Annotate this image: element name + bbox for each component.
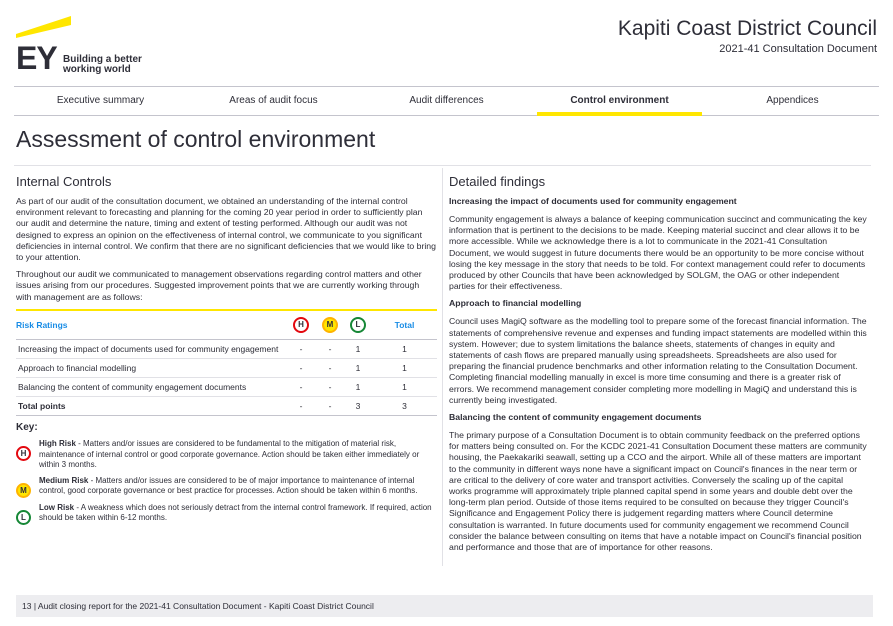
table-row: Increasing the impact of documents used for community engagement - - 1 1 <box>16 340 437 359</box>
detailed-findings-section <box>449 174 867 559</box>
finding-title: Balancing the content of community engagement documents <box>449 412 702 423</box>
detailed-findings-heading: Detailed findings <box>449 174 546 189</box>
high-risk-badge: H <box>293 317 309 333</box>
totals-row: Total points - - 3 3 <box>16 397 437 416</box>
client-header <box>618 16 877 56</box>
high-risk-icon: H <box>16 446 31 461</box>
document-name: 2021-41 Consultation Document <box>719 43 877 55</box>
key-item-low: L Low Risk - A weakness which does not seriously detract from the internal control framework. If required, action should be taken within 6-12 months. <box>16 503 437 525</box>
ey-tagline: Building a better working world <box>63 54 142 75</box>
total-header: Total <box>394 320 415 331</box>
finding-title: Increasing the impact of documents used for community engagement <box>449 196 737 206</box>
page-footer <box>16 595 873 617</box>
finding-body: Council uses MagiQ software as the modelling tool to prepare some of the forecast financial information. The statements of comprehensive revenue and expenses and funding impact statements are modelled within this system. However; due to system limitations the balance sheets, statements of changes in equity and statements of cash flows are prepared manually using spreadsheets. Spreadsheets are also used for preparing the financial prudence benchmarks and other information relating to the Consultation Document. Completing financial modelling manually in excel is more time consuming and there is a greater risk of errors. We recommend management consider completing more modelling in MagiQ and understand this is currently being investigated. <box>449 316 867 405</box>
section-nav <box>14 86 879 116</box>
ey-logo <box>16 14 146 76</box>
table-row: Approach to financial modelling - - 1 1 <box>16 359 437 378</box>
key-item-high: H High Risk - Matters and/or issues are considered to be fundamental to the mitigation of material risk, maintenance of internal control or good corporate governance. Action should be taken either immediately or within 3 months. <box>16 439 437 471</box>
internal-controls-section <box>16 174 437 530</box>
tab-control-environment[interactable]: Control environment <box>533 87 706 115</box>
risk-ratings-header: Risk Ratings <box>16 320 68 331</box>
client-name: Kapiti Coast District Council <box>617 17 877 40</box>
low-risk-icon: L <box>16 510 31 525</box>
internal-controls-para-2: Throughout our audit we communicated to management observations regarding control matters and other issues arising from our procedures. Suggested improvement points that we are currently working through with management are as follows: <box>16 269 422 302</box>
tab-audit-differences[interactable]: Audit differences <box>409 95 484 106</box>
finding-body: The primary purpose of a Consultation Document is to obtain community feedback on the preferred options for matters being consulted on. For the KCDC 2021-41 Consultation Document these matters are community housing, the Paekakariki seawall, setting up a CCO and the airport. While all of these matters are important to the community in different ways none have a significant impact on Council's finances in the near term or are critical to the delivery of core water and transport activities. Conversely the scaling up of the capital works programme will approximately triple planned capital spend in some years and double debt over the long-term plan period. Outside of those items required to be consulted on because they trigger Council's Significance and Engagement Policy there is judgement regarding matters where Council determine consultation is warranted. In future documents used for community engagement we recommend Council consider the balance between consulting on items that have a notable impact on Council's financial position and performance and those that are of importance for other reasons. <box>449 430 867 553</box>
low-risk-badge: L <box>350 317 366 333</box>
column-divider <box>442 168 443 566</box>
medium-risk-badge: M <box>322 317 338 333</box>
ey-wordmark: EY <box>16 40 57 76</box>
medium-risk-icon: M <box>16 483 31 498</box>
internal-controls-heading: Internal Controls <box>16 174 112 189</box>
tab-executive-summary[interactable]: Executive summary <box>56 95 145 106</box>
table-row: Balancing the content of community engagement documents - - 1 1 <box>16 378 437 397</box>
finding-body: Community engagement is always a balance of keeping communication succinct and communicating the key information that is pertinent to the decisions to be made. Keeping material succinct and clear allows it to be more accessible. While we acknowledge there is a lot to communicate in the 2021-41 Consultation Document, we would suggest in future documents there would be an opportunity to be more concise without losing the key message in the story that needs to be told. For context management could refer to documents produced by other Councils that have been acknowledged by SOLGM, the OAG or other independent parties for their effectiveness. <box>449 214 867 292</box>
footer-text: 13 | Audit closing report for the 2021-41 Consultation Document - Kapiti Coast District Council <box>22 601 374 611</box>
risk-ratings-table <box>16 309 437 417</box>
tab-appendices[interactable]: Appendices <box>766 95 819 106</box>
title-divider <box>14 165 871 166</box>
key-title: Key: <box>16 422 38 434</box>
finding-title: Approach to financial modelling <box>449 298 582 309</box>
tab-areas-of-audit-focus[interactable]: Areas of audit focus <box>229 95 318 106</box>
internal-controls-para-1: As part of our audit of the consultation document, we obtained an understanding of the internal control environment relevant to forecasting and planning for the coming 20 year period in order to sufficiently plan our audit and determine the nature, timing and extent of testing performed. Although our audit was not designed to express an opinion on the effectiveness of internal control, we communicate to you significant deficiencies in internal control. We confirm that there are no significant deficiencies that we would like to bring to your attention. <box>16 196 436 263</box>
key-item-medium: M Medium Risk - Matters and/or issues are considered to be of major importance to maintenance of internal control, good corporate governance or best practice for processes. Action should be taken within 6 months. <box>16 476 437 498</box>
page-title: Assessment of control environment <box>16 126 376 152</box>
